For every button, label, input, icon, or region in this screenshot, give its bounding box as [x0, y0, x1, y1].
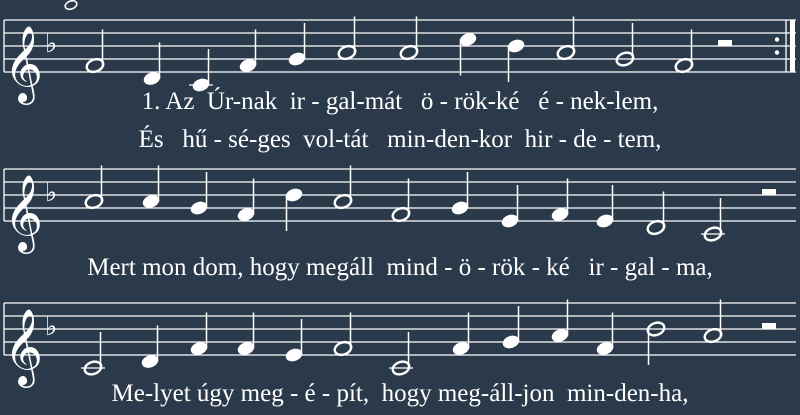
- half-rest: [718, 40, 732, 46]
- lyric-line-1: 1. Az Úr-nak ir - gal-mát ö - rök-ké é - nek-lem,: [141, 88, 659, 115]
- half-note-A4: [333, 166, 353, 211]
- half-rest: [762, 189, 776, 195]
- quarter-note-C4: [189, 49, 213, 94]
- quarter-note-E4: [500, 185, 520, 230]
- lyric-line-3: Mert mon dom, hogy megáll mind - ö - rök - ké ir - gal - ma,: [87, 254, 713, 281]
- quarter-note-A4: [550, 300, 570, 345]
- half-note-A4: [556, 17, 576, 62]
- staff-2: [4, 169, 796, 254]
- quarter-note-G4: [287, 23, 307, 68]
- half-note-A4: [84, 166, 104, 211]
- half-rest: [762, 323, 776, 329]
- half-note-F4: [391, 179, 411, 224]
- quarter-note-F4: [550, 179, 570, 224]
- treble-clef-icon: 𝄞: [4, 174, 44, 251]
- quarter-note-D4: [142, 43, 162, 88]
- half-note-C4: [81, 332, 105, 377]
- half-note-A4: [337, 17, 357, 62]
- half-note-G4: [615, 23, 635, 68]
- treble-clef-icon: 𝄞: [4, 25, 44, 102]
- quarter-note-F4: [451, 313, 471, 358]
- half-note-Bb4: [646, 320, 666, 365]
- quarter-note-F4: [236, 179, 256, 224]
- half-note-C4: [701, 198, 725, 243]
- half-note-F4: [333, 313, 353, 358]
- quarter-note-G4: [450, 172, 470, 217]
- half-note-C4: [389, 332, 413, 377]
- quarter-note-F4: [238, 30, 258, 75]
- lyric-line-2: És hű - sé-ges vol-tát min-den-kor hir - de - tem,: [138, 126, 662, 153]
- quarter-note-Bb4: [284, 186, 304, 231]
- key-signature-flat: ♭: [45, 178, 58, 208]
- key-signature-flat: ♭: [45, 29, 58, 59]
- quarter-note-G4: [501, 306, 521, 351]
- quarter-note-C5: [458, 31, 478, 76]
- half-note-A4: [703, 300, 723, 345]
- repeat-thick-barline: [790, 20, 795, 72]
- quarter-note-F4: [236, 313, 256, 358]
- quarter-note-D4: [140, 326, 160, 371]
- quarter-note-F4: [595, 313, 615, 358]
- quarter-note-E4: [284, 319, 304, 364]
- hollow-note-head-marker: [64, 0, 78, 11]
- key-signature-flat: ♭: [45, 312, 58, 342]
- half-note-F4: [674, 30, 694, 75]
- quarter-note-A4: [141, 166, 161, 211]
- quarter-note-E4: [595, 185, 615, 230]
- quarter-note-G4: [189, 172, 209, 217]
- half-note-D4: [646, 192, 666, 237]
- half-note-A4: [399, 17, 419, 62]
- quarter-note-Bb4: [506, 37, 526, 82]
- treble-clef-icon: 𝄞: [4, 308, 44, 385]
- repeat-dot: [775, 50, 779, 54]
- lyric-line-4: Me-lyet úgy meg - é - pít, hogy meg-áll-jon min-den-ha,: [111, 380, 689, 407]
- half-note-F4: [85, 30, 105, 75]
- quarter-note-F4: [189, 313, 209, 358]
- repeat-dot: [775, 37, 779, 41]
